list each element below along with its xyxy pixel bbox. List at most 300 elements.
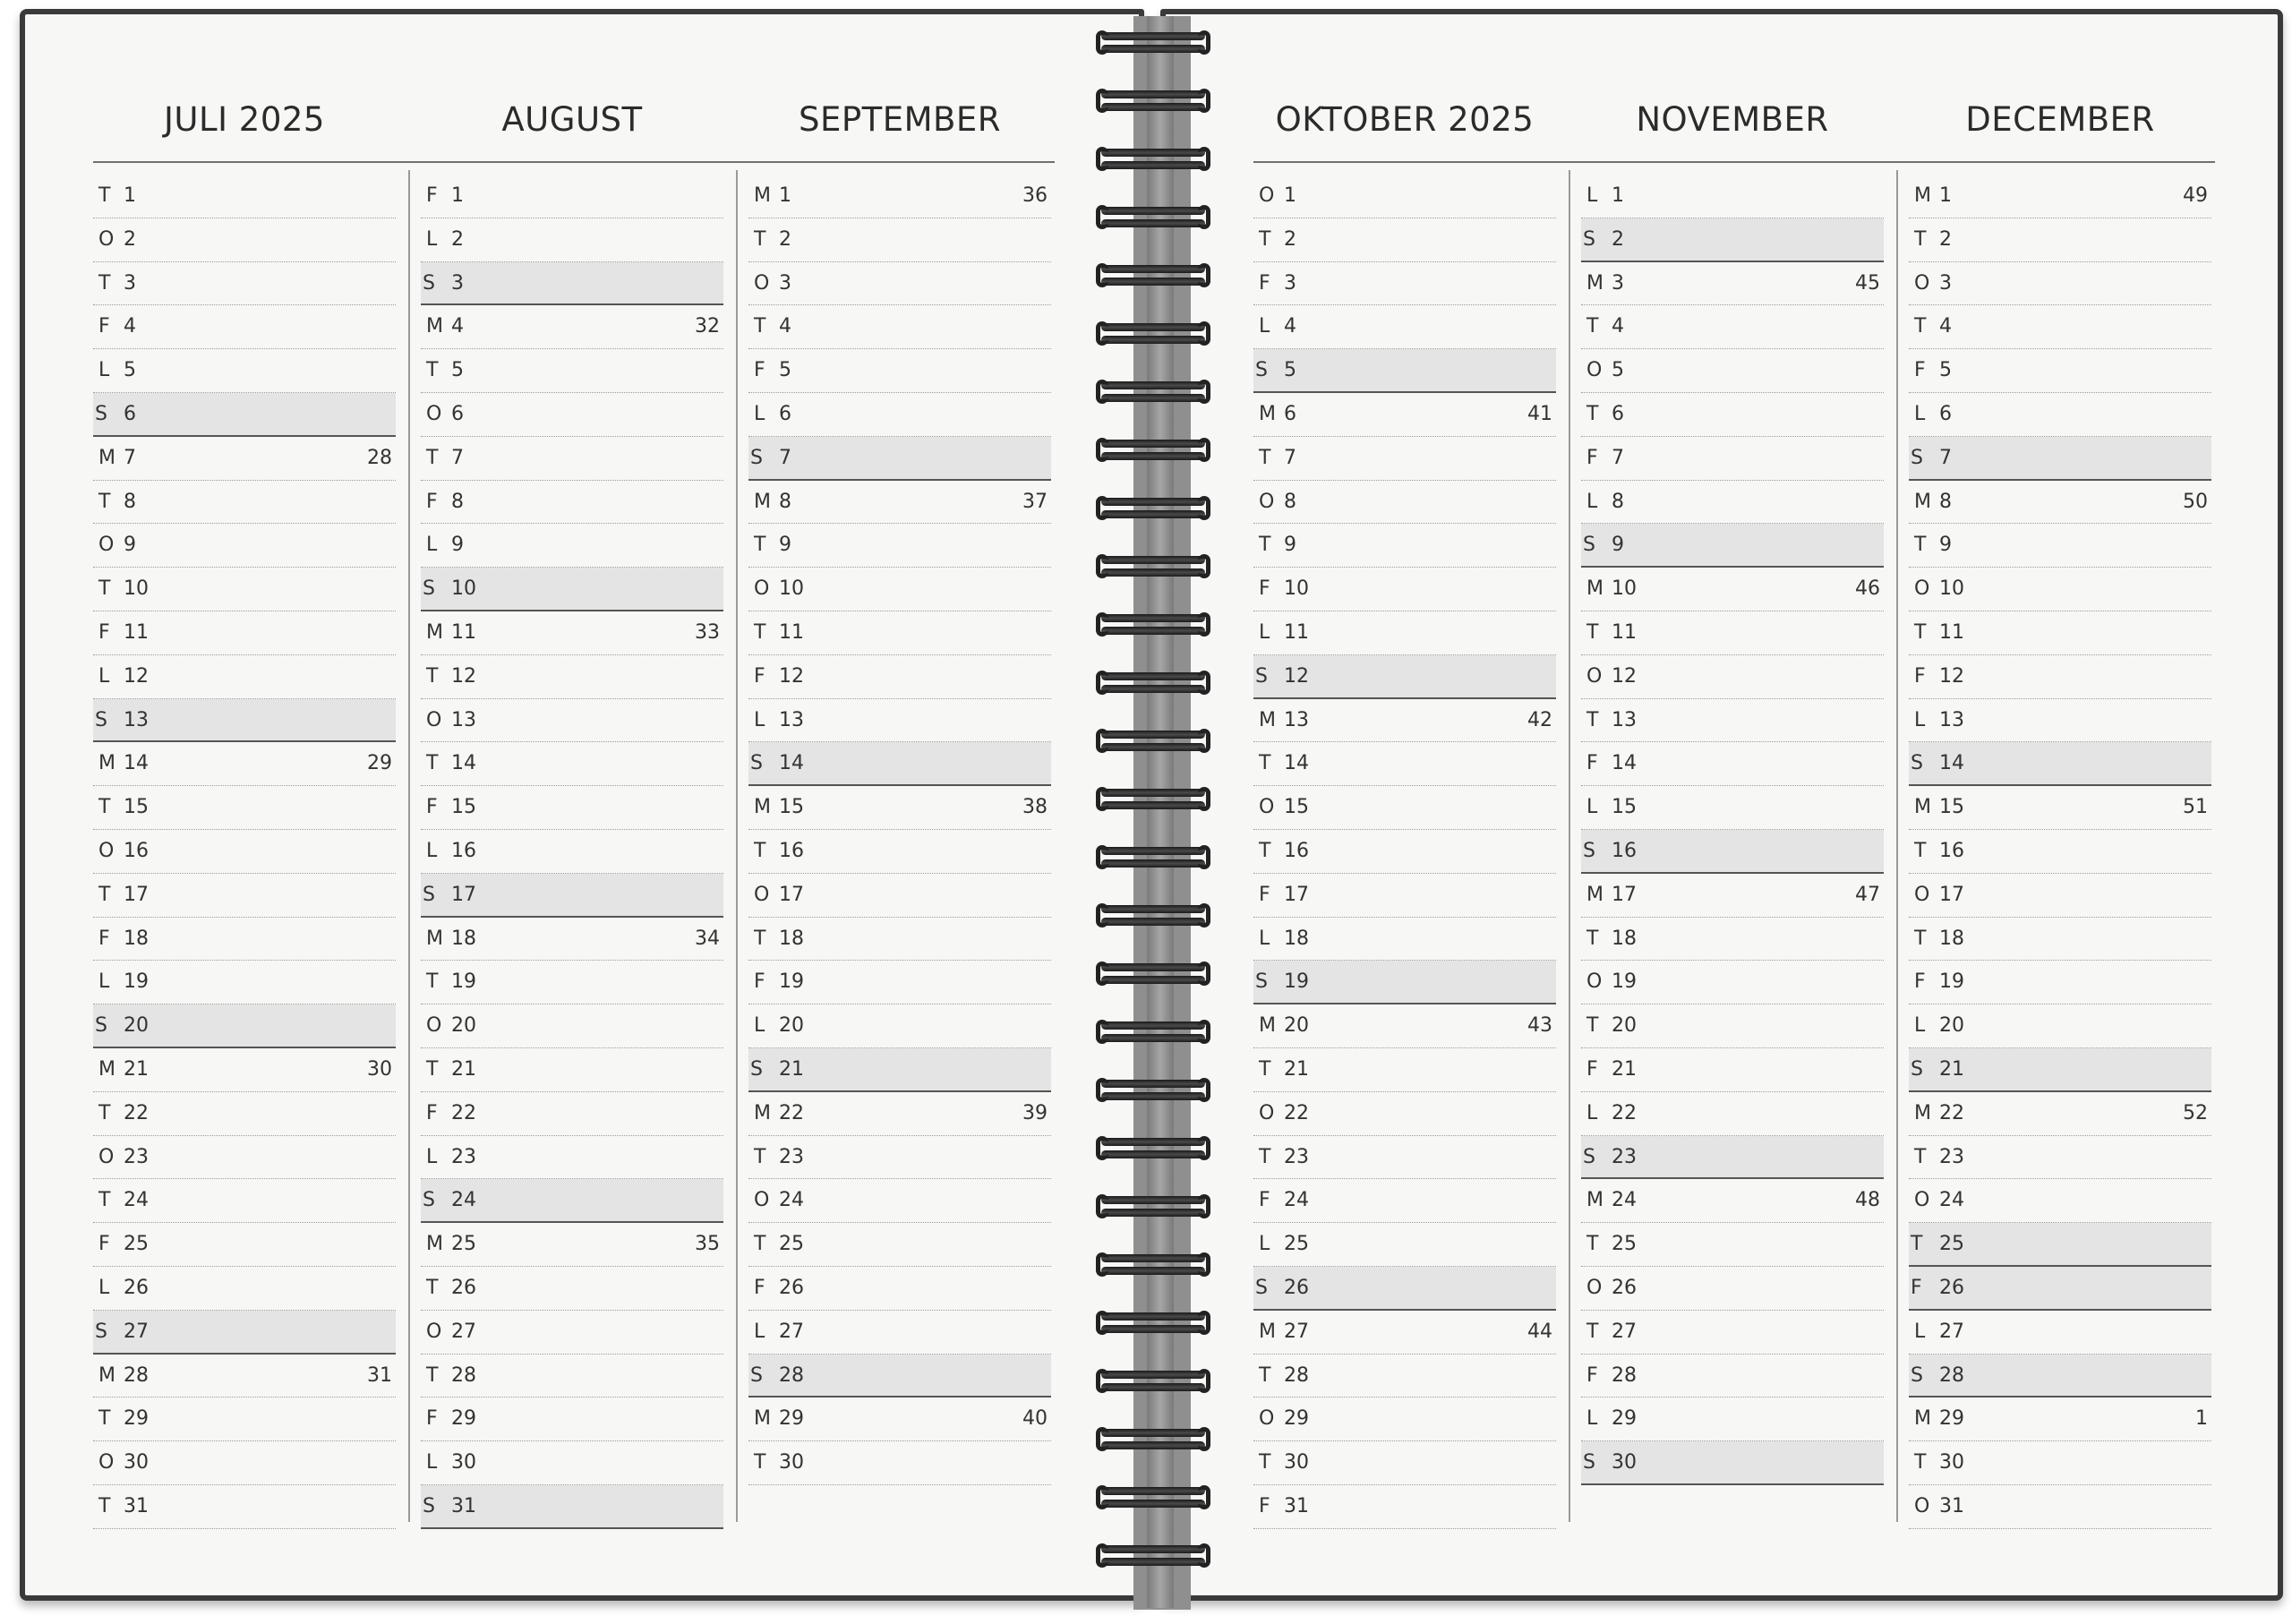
day-row[interactable] (1581, 262, 1884, 306)
day-row[interactable] (421, 393, 723, 437)
day-row[interactable] (748, 175, 1051, 218)
day-row[interactable] (1253, 305, 1556, 349)
weekday-letter: O (1586, 961, 1610, 1004)
day-row[interactable] (1581, 699, 1884, 743)
weekday-letter: F (1259, 568, 1282, 611)
weekday-letter: M (426, 611, 449, 654)
day-row[interactable] (421, 655, 723, 699)
day-number: 17 (1284, 874, 1320, 917)
day-row[interactable] (93, 918, 396, 962)
weekday-letter: L (426, 1136, 449, 1179)
weekday-letter: T (1586, 1223, 1610, 1266)
day-row[interactable] (1253, 1485, 1556, 1529)
weekday-letter: O (1586, 349, 1610, 392)
day-row[interactable] (421, 524, 723, 568)
day-number: 17 (1939, 874, 1975, 917)
day-number: 29 (1284, 1397, 1320, 1440)
day-number: 22 (451, 1092, 487, 1135)
day-row[interactable] (93, 1179, 396, 1223)
day-row[interactable] (421, 786, 723, 830)
week-number: 29 (367, 752, 392, 775)
day-number: 6 (1284, 393, 1320, 436)
day-number: 28 (779, 1355, 815, 1397)
spiral-coil (1101, 147, 1205, 177)
week-number: 30 (367, 1058, 392, 1081)
day-row[interactable] (1581, 218, 1884, 262)
day-number: 15 (1284, 786, 1320, 829)
spiral-coil (1101, 1136, 1205, 1167)
day-row[interactable] (748, 874, 1051, 918)
day-row[interactable] (748, 1223, 1051, 1267)
day-row[interactable] (1253, 1311, 1556, 1355)
day-row[interactable] (1253, 611, 1556, 655)
day-row[interactable] (1581, 393, 1884, 437)
weekday-letter: T (1259, 1136, 1282, 1179)
day-row[interactable] (748, 218, 1051, 262)
day-row[interactable] (421, 218, 723, 262)
day-row[interactable] (1581, 611, 1884, 655)
weekday-letter: S (1583, 1441, 1606, 1483)
day-number: 6 (1612, 393, 1647, 436)
day-row[interactable] (1909, 1179, 2211, 1223)
day-row[interactable] (748, 1004, 1051, 1048)
day-row[interactable] (421, 1355, 723, 1398)
day-row[interactable] (93, 262, 396, 306)
week-number: 28 (367, 446, 392, 469)
day-row[interactable] (748, 1092, 1051, 1136)
weekday-letter: F (754, 961, 777, 1004)
day-number: 31 (451, 1485, 487, 1527)
weekday-letter: S (750, 1355, 774, 1397)
day-number: 31 (1284, 1485, 1320, 1528)
day-row[interactable] (1253, 1048, 1556, 1092)
day-row[interactable] (421, 1267, 723, 1311)
day-number: 13 (451, 699, 487, 742)
day-row[interactable] (1909, 349, 2211, 393)
day-row[interactable] (1581, 918, 1884, 962)
day-row[interactable] (1581, 1441, 1884, 1485)
day-row[interactable] (93, 437, 396, 481)
day-row[interactable] (421, 1441, 723, 1485)
day-row[interactable] (1253, 786, 1556, 830)
day-row[interactable] (1581, 1311, 1884, 1355)
day-row[interactable] (748, 655, 1051, 699)
day-number: 9 (779, 524, 815, 567)
day-row[interactable] (93, 830, 396, 874)
weekday-letter: O (1914, 262, 1937, 305)
week-number: 51 (2183, 796, 2208, 819)
day-row[interactable] (1909, 1092, 2211, 1136)
day-number: 3 (1612, 262, 1647, 305)
day-row[interactable] (748, 1267, 1051, 1311)
weekday-letter: O (426, 1004, 449, 1047)
day-row[interactable] (93, 568, 396, 611)
day-row[interactable] (1581, 1267, 1884, 1311)
day-row[interactable] (93, 1092, 396, 1136)
day-row[interactable] (1253, 918, 1556, 962)
day-row[interactable] (748, 524, 1051, 568)
day-number: 30 (1939, 1441, 1975, 1484)
day-row[interactable] (1909, 1355, 2211, 1398)
day-number: 18 (1284, 918, 1320, 961)
day-row[interactable] (421, 1223, 723, 1267)
day-number: 24 (1284, 1179, 1320, 1222)
day-row[interactable] (1253, 175, 1556, 218)
day-row[interactable] (93, 742, 396, 786)
day-row[interactable] (421, 1004, 723, 1048)
weekday-letter: T (754, 918, 777, 961)
day-row[interactable] (1253, 1441, 1556, 1485)
weekday-letter: T (98, 1092, 122, 1135)
day-row[interactable] (1909, 1441, 2211, 1485)
day-row[interactable] (748, 481, 1051, 525)
day-row[interactable] (748, 918, 1051, 962)
day-row[interactable] (748, 1355, 1051, 1398)
day-number: 5 (1939, 349, 1975, 392)
weekday-letter: O (1259, 1397, 1282, 1440)
day-number: 2 (451, 218, 487, 261)
day-row[interactable] (421, 437, 723, 481)
day-row[interactable] (1581, 874, 1884, 918)
day-row[interactable] (1581, 655, 1884, 699)
day-row[interactable] (1253, 1223, 1556, 1267)
day-row[interactable] (93, 1136, 396, 1180)
day-row[interactable] (748, 1179, 1051, 1223)
day-row[interactable] (421, 1092, 723, 1136)
day-row[interactable] (1253, 1355, 1556, 1398)
weekday-letter: T (98, 1179, 122, 1222)
day-row[interactable] (1253, 349, 1556, 393)
day-row[interactable] (93, 175, 396, 218)
weekday-letter: O (426, 699, 449, 742)
day-row[interactable] (1909, 655, 2211, 699)
day-row[interactable] (1581, 1092, 1884, 1136)
weekday-letter: T (426, 742, 449, 785)
day-row[interactable] (93, 874, 396, 918)
day-row[interactable] (1909, 961, 2211, 1004)
day-row[interactable] (1253, 1179, 1556, 1223)
weekday-letter: S (750, 742, 774, 784)
day-number: 1 (451, 175, 487, 218)
day-row[interactable] (1253, 481, 1556, 525)
day-number: 30 (451, 1441, 487, 1484)
day-row[interactable] (748, 1397, 1051, 1441)
day-row[interactable] (1909, 918, 2211, 962)
day-row[interactable] (421, 1397, 723, 1441)
day-row[interactable] (1253, 742, 1556, 786)
day-number: 19 (451, 961, 487, 1004)
day-number: 31 (1939, 1485, 1975, 1528)
day-row[interactable] (1581, 524, 1884, 568)
day-row[interactable] (421, 481, 723, 525)
weekday-letter: T (1586, 611, 1610, 654)
day-number: 12 (1939, 655, 1975, 698)
day-row[interactable] (93, 481, 396, 525)
day-row[interactable] (93, 655, 396, 699)
day-row[interactable] (1253, 437, 1556, 481)
day-number: 10 (1284, 568, 1320, 611)
week-number: 38 (1022, 796, 1048, 819)
day-row[interactable] (1909, 1136, 2211, 1180)
week-number: 45 (1855, 271, 1880, 295)
day-row[interactable] (1581, 1136, 1884, 1180)
day-row[interactable] (1253, 568, 1556, 611)
weekday-letter: T (1914, 1136, 1937, 1179)
day-row[interactable] (1581, 1004, 1884, 1048)
day-row[interactable] (1909, 1397, 2211, 1441)
day-row[interactable] (93, 218, 396, 262)
day-number: 16 (1284, 830, 1320, 873)
day-row[interactable] (1581, 1048, 1884, 1092)
day-row[interactable] (1253, 1004, 1556, 1048)
day-number: 10 (1939, 568, 1975, 611)
day-row[interactable] (93, 1048, 396, 1092)
day-row[interactable] (93, 305, 396, 349)
day-row[interactable] (1909, 175, 2211, 218)
week-number: 52 (2183, 1101, 2208, 1124)
day-number: 11 (779, 611, 815, 654)
day-row[interactable] (93, 1004, 396, 1048)
day-row[interactable] (1909, 524, 2211, 568)
day-number: 27 (1612, 1311, 1647, 1354)
day-row[interactable] (748, 393, 1051, 437)
day-row[interactable] (93, 393, 396, 437)
weekday-letter: T (98, 1397, 122, 1440)
day-number: 13 (1612, 699, 1647, 742)
day-row[interactable] (1909, 393, 2211, 437)
weekday-letter: M (426, 1223, 449, 1266)
day-row[interactable] (748, 699, 1051, 743)
day-row[interactable] (421, 830, 723, 874)
day-row[interactable] (1581, 568, 1884, 611)
weekday-letter: M (754, 1397, 777, 1440)
day-row[interactable] (748, 568, 1051, 611)
weekday-letter: F (1914, 655, 1937, 698)
day-row[interactable] (1909, 1048, 2211, 1092)
weekday-letter: T (98, 175, 122, 218)
weekday-letter: F (1259, 1179, 1282, 1222)
day-number: 19 (124, 961, 159, 1004)
day-row[interactable] (1253, 218, 1556, 262)
day-row[interactable] (1581, 742, 1884, 786)
spiral-coil (1101, 1020, 1205, 1050)
day-row[interactable] (1581, 349, 1884, 393)
day-row[interactable] (1581, 305, 1884, 349)
spiral-coil (1101, 903, 1205, 934)
month-title: NOVEMBER (1636, 100, 1829, 139)
day-number: 18 (1612, 918, 1647, 961)
day-row[interactable] (421, 742, 723, 786)
day-row[interactable] (1253, 699, 1556, 743)
day-row[interactable] (1253, 1136, 1556, 1180)
day-number: 26 (1284, 1267, 1320, 1309)
day-row[interactable] (93, 699, 396, 743)
weekday-letter: T (754, 1136, 777, 1179)
weekday-letter: F (426, 481, 449, 524)
day-row[interactable] (1909, 874, 2211, 918)
day-row[interactable] (748, 349, 1051, 393)
day-row[interactable] (1909, 437, 2211, 481)
day-row[interactable] (421, 699, 723, 743)
day-number: 7 (124, 437, 159, 480)
weekday-letter: L (754, 1311, 777, 1354)
day-row[interactable] (93, 1485, 396, 1529)
day-row[interactable] (1253, 830, 1556, 874)
weekday-letter: L (1586, 1092, 1610, 1135)
weekday-letter: M (426, 918, 449, 961)
day-number: 20 (779, 1004, 815, 1047)
day-row[interactable] (421, 1136, 723, 1180)
day-row[interactable] (1909, 568, 2211, 611)
weekday-letter: F (1914, 961, 1937, 1004)
day-row[interactable] (1253, 1397, 1556, 1441)
weekday-letter: M (98, 437, 122, 480)
day-row[interactable] (1253, 1267, 1556, 1311)
day-number: 18 (779, 918, 815, 961)
day-row[interactable] (1581, 1397, 1884, 1441)
day-number: 28 (124, 1355, 159, 1397)
day-row[interactable] (748, 611, 1051, 655)
day-row[interactable] (421, 305, 723, 349)
day-row[interactable] (1581, 1355, 1884, 1398)
day-row[interactable] (1253, 655, 1556, 699)
day-row[interactable] (748, 786, 1051, 830)
day-row[interactable] (1909, 1485, 2211, 1529)
day-row[interactable] (1253, 524, 1556, 568)
day-row[interactable] (421, 568, 723, 611)
day-row[interactable] (748, 1311, 1051, 1355)
day-row[interactable] (421, 262, 723, 306)
day-row[interactable] (1909, 830, 2211, 874)
day-row[interactable] (421, 1311, 723, 1355)
day-row[interactable] (1581, 961, 1884, 1004)
day-row[interactable] (93, 1397, 396, 1441)
spiral-coil (1101, 1543, 1205, 1574)
day-number: 9 (1939, 524, 1975, 567)
day-number: 7 (1612, 437, 1647, 480)
day-row[interactable] (1909, 305, 2211, 349)
day-row[interactable] (1253, 393, 1556, 437)
day-row[interactable] (1909, 742, 2211, 786)
day-number: 19 (1284, 961, 1320, 1003)
day-number: 12 (124, 655, 159, 698)
day-row[interactable] (93, 1441, 396, 1485)
day-row[interactable] (93, 786, 396, 830)
day-row[interactable] (1909, 1311, 2211, 1355)
title-rule (1253, 161, 2215, 163)
weekday-letter: F (1586, 742, 1610, 785)
day-row[interactable] (1909, 786, 2211, 830)
week-number: 40 (1022, 1407, 1048, 1431)
day-row[interactable] (748, 830, 1051, 874)
day-row[interactable] (748, 1048, 1051, 1092)
day-row[interactable] (421, 918, 723, 962)
weekday-letter: L (1586, 175, 1610, 218)
day-row[interactable] (421, 349, 723, 393)
day-number: 5 (124, 349, 159, 392)
day-number: 20 (1939, 1004, 1975, 1047)
weekday-letter: T (1914, 218, 1937, 261)
day-row[interactable] (1581, 481, 1884, 525)
day-row[interactable] (1909, 218, 2211, 262)
day-row[interactable] (93, 524, 396, 568)
day-row[interactable] (748, 262, 1051, 306)
day-row[interactable] (1253, 874, 1556, 918)
day-row[interactable] (1581, 1223, 1884, 1267)
day-row[interactable] (1581, 437, 1884, 481)
day-row[interactable] (748, 1136, 1051, 1180)
weekday-letter: T (754, 218, 777, 261)
day-number: 19 (1939, 961, 1975, 1004)
day-row[interactable] (1909, 611, 2211, 655)
weekday-letter: L (98, 961, 122, 1004)
day-row[interactable] (1909, 699, 2211, 743)
day-row[interactable] (748, 437, 1051, 481)
day-row[interactable] (748, 1441, 1051, 1485)
day-row[interactable] (1909, 1267, 2211, 1311)
day-row[interactable] (421, 611, 723, 655)
day-number: 5 (451, 349, 487, 392)
day-row[interactable] (421, 175, 723, 218)
weekday-letter: T (426, 961, 449, 1004)
day-row[interactable] (1253, 961, 1556, 1004)
day-row[interactable] (748, 305, 1051, 349)
day-row[interactable] (1581, 175, 1884, 218)
day-row[interactable] (1581, 1179, 1884, 1223)
day-row[interactable] (93, 961, 396, 1004)
day-row[interactable] (748, 742, 1051, 786)
day-row[interactable] (421, 1485, 723, 1529)
weekday-letter: S (1255, 655, 1279, 697)
weekday-letter: O (98, 830, 122, 873)
weekday-letter: T (1259, 1355, 1282, 1397)
weekday-letter: T (754, 1223, 777, 1266)
weekday-letter: L (1586, 481, 1610, 524)
day-row[interactable] (93, 1311, 396, 1355)
day-row[interactable] (421, 874, 723, 918)
day-row[interactable] (421, 1048, 723, 1092)
weekday-letter: T (1259, 742, 1282, 785)
day-row[interactable] (1581, 786, 1884, 830)
day-row[interactable] (421, 961, 723, 1004)
day-row[interactable] (1253, 1092, 1556, 1136)
day-number: 14 (1612, 742, 1647, 785)
day-number: 8 (1284, 481, 1320, 524)
weekday-letter: F (426, 1092, 449, 1135)
day-row[interactable] (748, 961, 1051, 1004)
day-row[interactable] (93, 611, 396, 655)
week-number: 39 (1022, 1101, 1048, 1124)
day-number: 15 (1612, 786, 1647, 829)
weekday-letter: M (1259, 1004, 1282, 1047)
day-row[interactable] (93, 1223, 396, 1267)
day-row[interactable] (93, 349, 396, 393)
day-row[interactable] (1581, 830, 1884, 874)
day-row[interactable] (1909, 1223, 2211, 1267)
day-row[interactable] (1909, 481, 2211, 525)
weekday-letter: M (754, 481, 777, 524)
weekday-letter: M (1914, 481, 1937, 524)
day-row[interactable] (1909, 262, 2211, 306)
day-row[interactable] (93, 1267, 396, 1311)
day-number: 7 (451, 437, 487, 480)
day-number: 19 (779, 961, 815, 1004)
day-row[interactable] (93, 1355, 396, 1398)
day-row[interactable] (421, 1179, 723, 1223)
spiral-coil (1101, 671, 1205, 701)
day-row[interactable] (1253, 262, 1556, 306)
day-row[interactable] (1909, 1004, 2211, 1048)
